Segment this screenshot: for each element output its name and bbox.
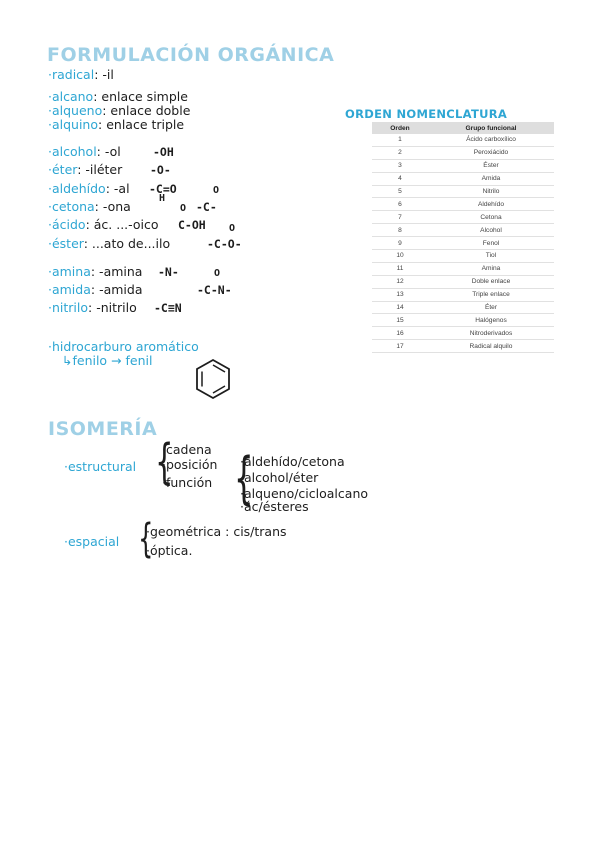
tipo-funcion: ·función [162, 475, 213, 490]
term-value: : -amina [90, 264, 143, 279]
orden-cell: 9 [372, 237, 428, 250]
alcohol-line [48, 144, 121, 159]
table-row [372, 198, 554, 211]
grupo-cell: Nitroderivados [428, 327, 554, 340]
amida-oxygen: O [214, 268, 221, 279]
grupo-cell: Doble enlace [428, 275, 554, 288]
orden-cell: 13 [372, 288, 428, 301]
tipo-posicion: ·posición [162, 457, 218, 472]
alcohol-formula: -OH [153, 145, 174, 159]
orden-cell: 1 [372, 134, 428, 146]
tipo-cadena: ·cadena [162, 442, 212, 457]
table-header-row [372, 122, 554, 134]
table-row [372, 134, 554, 146]
term-label: ·cetona [48, 199, 95, 214]
term-value: : enlace simple [93, 89, 188, 104]
amina-formula: -N- [158, 265, 179, 279]
nomenclature-table [372, 122, 554, 353]
nitrilo-line [48, 300, 137, 315]
espacial-brace: { [138, 516, 154, 562]
orden-cell: 15 [372, 314, 428, 327]
table-row [372, 327, 554, 340]
amina-line [48, 264, 142, 279]
term-value: : -nitrilo [88, 300, 137, 315]
term-value: : ác. ...-oico [85, 217, 159, 232]
cetona-oxygen: O [213, 185, 220, 196]
term-value: : -al [105, 181, 130, 196]
term-label: ·amina [48, 264, 91, 279]
term-value: : -il [94, 67, 114, 82]
acido-formula: C-OH [178, 218, 206, 232]
estructural-brace: { [155, 434, 174, 490]
ester-oxygen: O [229, 223, 236, 234]
table-body [372, 134, 554, 353]
espacial-label: ·espacial [64, 534, 120, 549]
table-row [372, 275, 554, 288]
table-row [372, 250, 554, 263]
grupo-cell: Halógenos [428, 314, 554, 327]
grupo-cell: Amina [428, 262, 554, 275]
grupo-cell: Éster [428, 159, 554, 172]
term-label: ·alcano [48, 89, 94, 104]
table-row [372, 288, 554, 301]
orden-cell: 6 [372, 198, 428, 211]
orden-cell: 3 [372, 159, 428, 172]
funcion-pair-3: ·alqueno/cicloalcano [240, 486, 369, 501]
orden-cell: 7 [372, 211, 428, 224]
header-grupo: Grupo funcional [428, 122, 554, 134]
table-row [372, 146, 554, 159]
aldehido-line [48, 181, 130, 196]
eter-formula: -O- [150, 163, 171, 177]
funcion-pair-1: ·aldehído/cetona [240, 454, 345, 469]
table-row [372, 185, 554, 198]
acido-line [48, 217, 159, 232]
grupo-cell: Radical alquilo [428, 340, 554, 353]
grupo-cell: Peroxiácido [428, 146, 554, 159]
nomenclature-table-wrap [372, 122, 554, 353]
grupo-cell: Ácido carboxílico [428, 134, 554, 146]
term-value: : -ol [96, 144, 121, 159]
funcion-pair-4: ·ác/ésteres [240, 499, 309, 514]
table-row [372, 262, 554, 275]
tipo-geometrica: ·geométrica : cis/trans [146, 524, 287, 539]
table-row [372, 301, 554, 314]
grupo-cell: Cetona [428, 211, 554, 224]
term-label: ·aldehído [48, 181, 106, 196]
alquino-line [48, 117, 184, 132]
header-orden: Orden [372, 122, 428, 134]
grupo-cell: Fenol [428, 237, 554, 250]
grupo-cell: Aldehído [428, 198, 554, 211]
cetona-line [48, 199, 131, 214]
cetona-formula: -C- [196, 200, 217, 214]
tipo-optica: ·óptica. [146, 543, 193, 558]
funcion-pair-2: ·alcohol/éter [240, 470, 319, 485]
table-row [372, 172, 554, 185]
term-value: : -iléter [77, 162, 123, 177]
term-label: ·nitrilo [48, 300, 89, 315]
orden-cell: 8 [372, 224, 428, 237]
table-row [372, 224, 554, 237]
term-label: ·amida [48, 282, 91, 297]
term-value: : -ona [94, 199, 131, 214]
section-title-formulacion: FORMULACIÓN ORGÁNICA [47, 44, 335, 66]
orden-cell: 4 [372, 172, 428, 185]
term-value: : enlace triple [98, 117, 185, 132]
table-row [372, 314, 554, 327]
orden-cell: 12 [372, 275, 428, 288]
term-label: ·alqueno [48, 103, 103, 118]
term-label: ·éter [48, 162, 78, 177]
term-label: ·éster [48, 236, 84, 251]
alqueno-line [48, 103, 190, 118]
eter-line [48, 162, 122, 177]
term-label: ·alquino [48, 117, 99, 132]
term-label: ·radical [48, 67, 95, 82]
table-row [372, 159, 554, 172]
term-value: : enlace doble [102, 103, 191, 118]
funcion-brace: { [234, 446, 254, 511]
hidrocarburo-line: ·hidrocarburo aromático [48, 339, 199, 354]
section-title-isomeria: ISOMERÍA [48, 418, 158, 440]
orden-cell: 16 [372, 327, 428, 340]
grupo-cell: Triple enlace [428, 288, 554, 301]
grupo-cell: Éter [428, 301, 554, 314]
grupo-cell: Amida [428, 172, 554, 185]
grupo-cell: Alcohol [428, 224, 554, 237]
nitrilo-formula: -C≡N [154, 301, 182, 315]
term-value: : -amida [90, 282, 143, 297]
benzene-ring-icon [194, 358, 232, 400]
orden-cell: 17 [372, 340, 428, 353]
fenilo-line: ↳fenilo → fenil [62, 353, 153, 368]
orden-cell: 5 [372, 185, 428, 198]
ester-line [48, 236, 170, 251]
grupo-cell: Tiol [428, 250, 554, 263]
alcano-line [48, 89, 188, 104]
acido-oxygen: O [180, 203, 187, 214]
radical-line [48, 67, 114, 82]
amida-formula: -C-N- [197, 283, 232, 297]
orden-cell: 2 [372, 146, 428, 159]
aldehido-formula: -C=O [149, 182, 177, 196]
table-title: ORDEN NOMENCLATURA [345, 107, 508, 121]
term-label: ·alcohol [48, 144, 97, 159]
table-row [372, 211, 554, 224]
orden-cell: 11 [372, 262, 428, 275]
grupo-cell: Nitrilo [428, 185, 554, 198]
term-value: : ...ato de...ilo [83, 236, 171, 251]
orden-cell: 10 [372, 250, 428, 263]
amida-line [48, 282, 143, 297]
term-label: ·ácido [48, 217, 86, 232]
table-row [372, 340, 554, 353]
estructural-label: ·estructural [64, 459, 137, 474]
table-row [372, 237, 554, 250]
orden-cell: 14 [372, 301, 428, 314]
ester-formula: -C-O- [207, 237, 242, 251]
aldehido-h: H [159, 193, 166, 204]
